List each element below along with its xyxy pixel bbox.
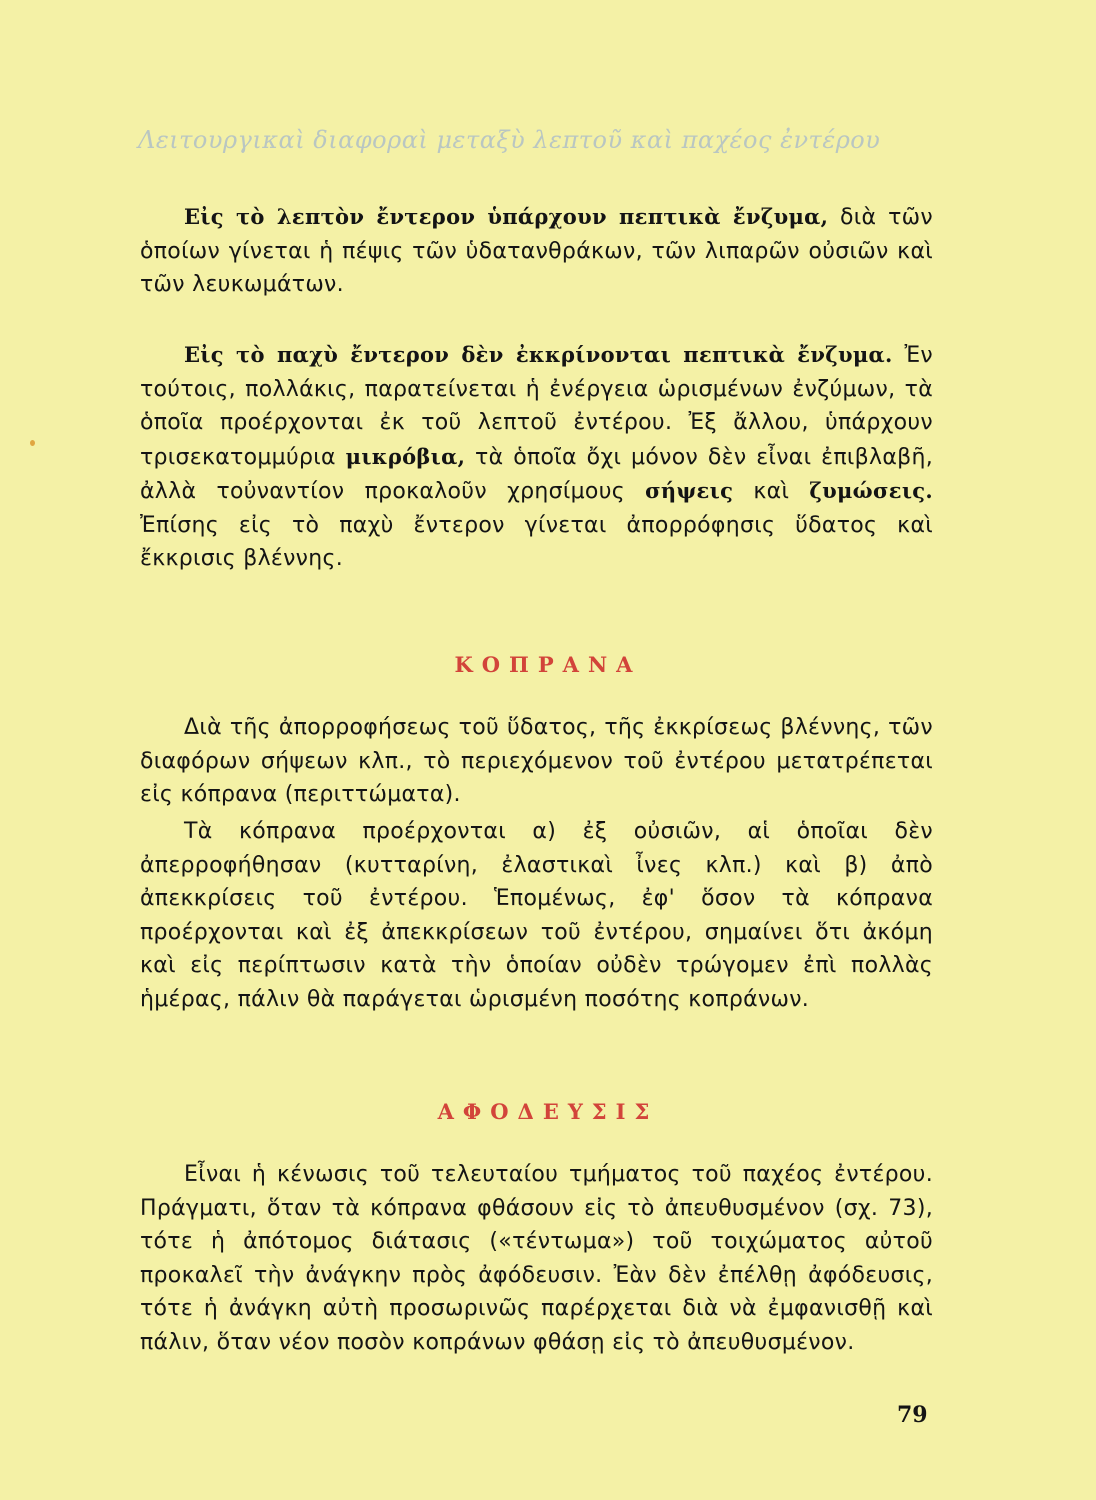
page-number: 79 — [897, 1402, 928, 1428]
section-heading-kopranа: ΚΟΠΡΑΝΑ — [454, 652, 642, 677]
paragraph-large-intestine — [140, 338, 933, 576]
paragraph-small-intestine — [140, 200, 933, 302]
paragraph-text: διὰ τῶν ὁποίων γίνεται ἡ πέψις τῶν ὑδατανθράκων, τῶν λιπαρῶν οὐσιῶν καὶ τῶν λευκωμάτων. — [140, 205, 933, 297]
bleed-through-title: Λειτουργικαὶ διαφοραὶ μεταξὺ λεπτοῦ καὶ παχέος ἐντέρου — [138, 126, 881, 154]
paragraph-feces-formation: Διὰ τῆς ἀπορροφήσεως τοῦ ὕδατος, τῆς ἐκκρίσεως βλέννης, τῶν διαφόρων σήψεων κλπ., τὸ περιεχόμενον τοῦ ἐντέρου μετατρέπεται εἰς κόπρανα (περιττώματα). — [140, 715, 933, 807]
bold-phrase: Εἰς τὸ παχὺ ἔντερον δὲν ἐκκρίνονται πεπτικὰ ἔνζυμα. — [184, 342, 893, 367]
paragraph-feces-origin: Τὰ κόπρανα προέρχονται α) ἐξ οὐσιῶν, αἱ ὁποῖαι δὲν ἀπερροφήθησαν (κυτταρίνη, ἐλαστικαὶ ἶνες κλπ.) καὶ β) ἀπὸ ἀπεκκρίσεις τοῦ ἐντέρου. Ἑπομένως, ἐφ' ὅσον τὰ κόπρανα προέρχονται καὶ ἐξ ἀπεκκρίσεων τοῦ ἐντέρου, σημαίνει ὅτι ἀκόμη καὶ εἰς περίπτωσιν κατὰ τὴν ὁποίαν οὐδὲν τρώγομεν ἐπὶ πολλὰς ἡμέρας, πάλιν θὰ παράγεται ὡρισμένη ποσότης κοπράνων. — [140, 819, 933, 1012]
bold-word: ζυμώσεις. — [809, 478, 933, 503]
paragraph-text: Ἐν τούτοις, πολλάκις, παρατείνεται ἡ ἐνέργεια ὡρισμένων ἐνζύμων, τὰ ὁποῖα προέρχονται ἐκ τοῦ λεπτοῦ ἐντέρου. Ἐξ ἄλλου, ὑπάρχουν τρισεκατομμύρια — [140, 343, 933, 470]
paragraph-text: καὶ — [733, 479, 810, 504]
paragraph-defecation: Εἶναι ἡ κένωσις τοῦ τελευταίου τμήματος τοῦ παχέος ἐντέρου. Πράγματι, ὅταν τὰ κόπρανα φθάσουν εἰς τὸ ἀπευθυσμένον (σχ. 73), τότε ἡ ἀπότομος διάτασις («τέντωμα») τοῦ τοιχώματος αὐτοῦ προκαλεῖ τὴν ἀνάγκην πρὸς ἀφόδευσιν. Ἐὰν δὲν ἐπέλθῃ ἀφόδευσις, τότε ἡ ἀνάγκη αὐτὴ προσωρινῶς παρέρχεται διὰ νὰ ἐμφανισθῇ καὶ πάλιν, ὅταν νέον ποσὸν κοπράνων φθάσῃ εἰς τὸ ἀπευθυσμένον. — [140, 1162, 933, 1355]
bold-phrase: Εἰς τὸ λεπτὸν ἔντερον ὑπάρχουν πεπτικὰ ἔνζυμα, — [184, 204, 829, 229]
paragraph-text: Ἐπίσης εἰς τὸ παχὺ ἔντερον γίνεται ἀπορρόφησις ὕδατος καὶ ἔκκρισις βλέννης. — [140, 512, 933, 571]
bold-word: σήψεις — [645, 478, 734, 503]
bold-word: μικρόβια, — [345, 443, 466, 469]
section-heading-afodeusis: ΑΦΟΔΕΥΣΙΣ — [437, 1099, 659, 1124]
paragraph-text: τὰ ὁποῖα ὄχι μόνον δὲν εἶναι ἐπιβλαβῆ, ἀλλὰ τοὐναντίον προκαλοῦν χρησίμους — [140, 444, 934, 504]
ink-spot — [30, 440, 35, 446]
